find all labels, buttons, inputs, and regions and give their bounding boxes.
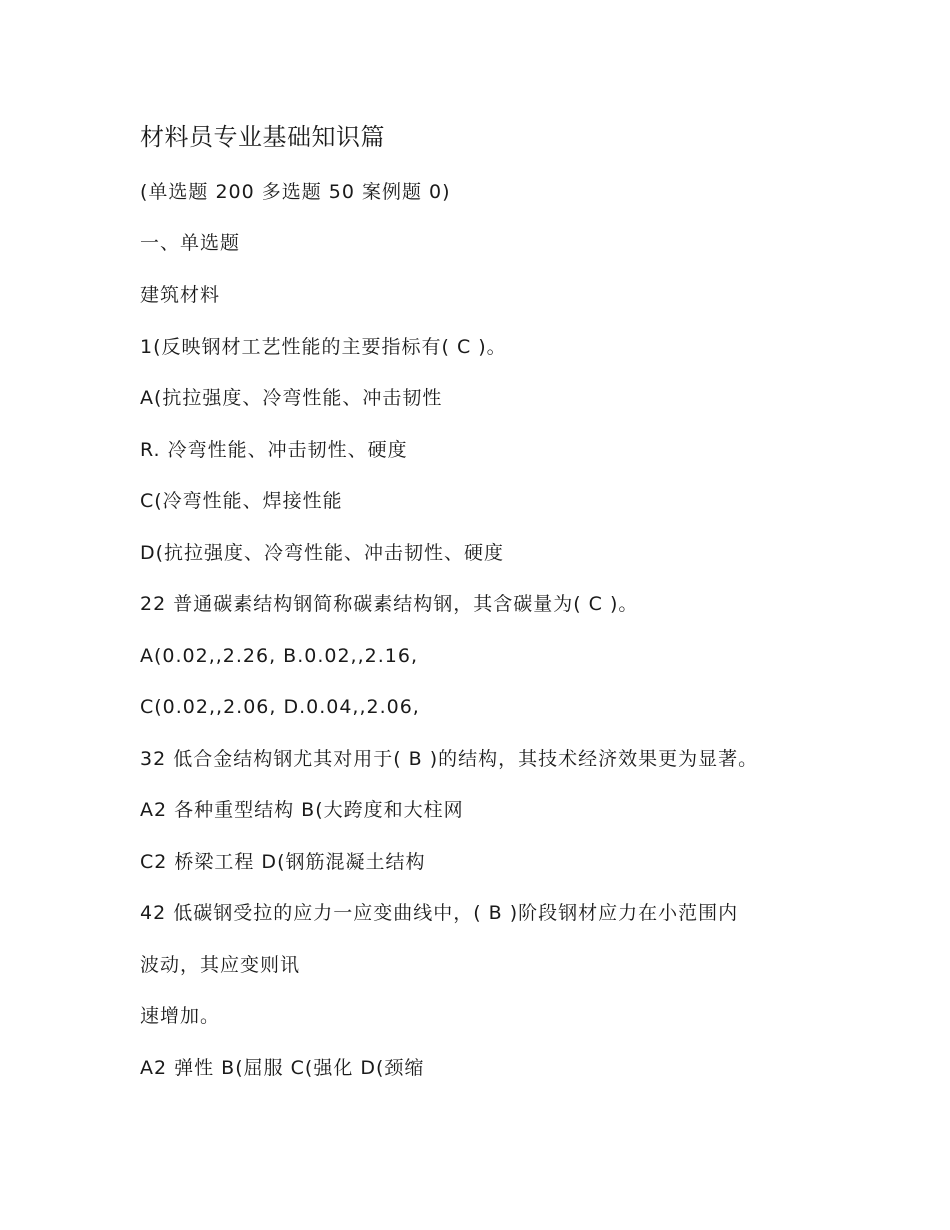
subsection-heading: 建筑材料	[140, 284, 221, 306]
question-1: 1(反映钢材工艺性能的主要指标有( C )。	[140, 336, 507, 358]
question-1-option-c: C(冷弯性能、焊接性能	[140, 490, 343, 512]
question-2: 22 普通碳素结构钢简称碳素结构钢，其含碳量为( C )。	[140, 593, 639, 615]
question-2-options-cd: C(0.02,,2.06, D.0.04,,2.06,	[140, 696, 420, 718]
document-title: 材料员专业基础知识篇	[140, 123, 385, 151]
question-count-line: (单选题 200 多选题 50 案例题 0)	[140, 181, 451, 203]
question-2-options-ab: A(0.02,,2.26, B.0.02,,2.16,	[140, 645, 418, 667]
question-1-option-b: R. 冷弯性能、冲击韧性、硬度	[140, 439, 408, 461]
question-3-options-ab: A2 各种重型结构 B(大跨度和大柱网	[140, 799, 464, 821]
question-1-option-d: D(抗拉强度、冷弯性能、冲击韧性、硬度	[140, 542, 505, 564]
question-4-continued: 波动，其应变则讯	[140, 954, 301, 976]
question-1-option-a: A(抗拉强度、冷弯性能、冲击韧性	[140, 387, 443, 409]
question-3: 32 低合金结构钢尤其对用于( B )的结构，其技术经济效果更为显著。	[140, 748, 759, 770]
question-4: 42 低碳钢受拉的应力一应变曲线中，( B )阶段钢材应力在小范围内	[140, 902, 739, 924]
section-heading: 一、单选题	[140, 232, 241, 254]
question-3-options-cd: C2 桥梁工程 D(钢筋混凝土结构	[140, 851, 426, 873]
question-4-continued-2: 速增加。	[140, 1005, 221, 1027]
question-4-options: A2 弹性 B(屈服 C(强化 D(颈缩	[140, 1057, 425, 1079]
